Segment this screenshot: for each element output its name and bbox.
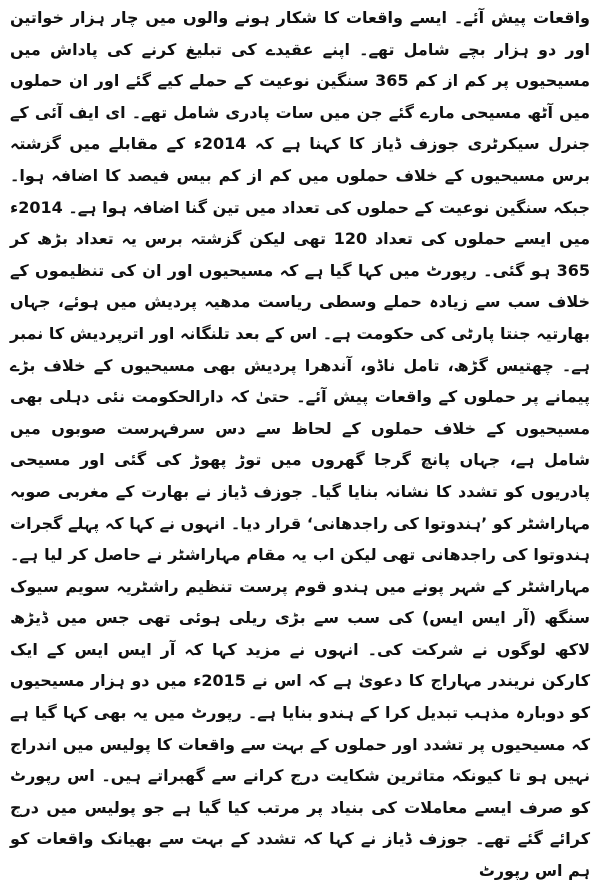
article-text: واقعات پیش آئے۔ ایسے واقعات کا شکار ہونے والوں میں چار ہزار خواتین اور دو ہزار بچے شامل تھے۔ اپنے عقیدے کی تبلیغ کرنے کی پاداش میں مسیحیوں پر کم از کم 365 سنگین نوعیت کے حملے کیے گئے اور ان حملوں میں آٹھ مسیحی مارے گئے جن میں سات پادری شامل تھے۔ ای ایف آئی کے جنرل سیکرٹری جوزف ڈیاز کا کہنا ہے کہ 2014ء کے مقابلے میں گزشتہ برس مسیحیوں کے خلاف حملوں میں کم از کم بیس فیصد کا اضافہ ہوا۔ جبکہ سنگین نوعیت کے حملوں کی تعداد میں تین گنا اضافہ ہوا ہے۔ 2014ء میں ایسے حملوں کی تعداد 120 تھی لیکن گزشتہ برس یہ تعداد بڑھ کر 365 ہو گئی۔ رپورٹ میں کہا گیا ہے کہ مسیحیوں اور ان کی تنظیموں کے خلاف سب سے زیادہ حملے وسطی ریاست مدھیہ پردیش میں ہوئے، جہاں بھارتیہ جنتا پارٹی کی حکومت ہے۔ اس کے بعد تلنگانہ اور اترپردیش کا نمبر ہے۔ چھتیس گڑھ، تامل ناڈو، آندھرا پردیش بھی مسیحیوں کے خلاف بڑے پیمانے پر حملوں کے واقعات پیش آئے۔ حتیٰ کہ دارالحکومت نئی دہلی بھی مسیحیوں کے خلاف حملوں کے لحاظ سے دس سرفہرست صوبوں میں شامل ہے، جہاں پانچ گرجا گھروں میں توڑ پھوڑ کی گئی اور مسیحی پادریوں کو تشدد کا نشانہ بنایا گیا۔ جوزف ڈیاز نے بھارت کے مغربی صوبہ مہاراشٹر کو ’ہندوتوا کی راجدھانی‘ قرار دیا۔ انہوں نے کہا کہ پہلے گجرات ہندوتوا کی راجدھانی تھی لیکن اب یہ مقام مہاراشٹر نے حاصل کر لیا ہے۔ مہاراشٹر کے شہر پونے میں ہندو قوم پرست تنظیم راشٹریہ سویم سیوک سنگھ (آر ایس ایس) کی سب سے بڑی ریلی ہوئی تھی جس میں ڈیڑھ لاکھ لوگوں نے شرکت کی۔ انہوں نے مزید کہا کہ آر ایس ایس کے ایک کارکن نریندر مہاراج کا دعویٰ ہے کہ اس نے 2015ء میں دو ہزار مسیحیوں کو دوبارہ مذہب تبدیل کرا کے ہندو بنایا ہے۔ رپورٹ میں یہ بھی کہا گیا ہے کہ مسیحیوں پر تشدد اور حملوں کے بہت سے واقعات کا پولیس میں اندراج نہیں ہو تا کیونکہ متاثرین شکایت درج کرانے سے گھبراتے ہیں۔ اس رپورٹ کو صرف ایسے معاملات کی بنیاد پر مرتب کیا گیا ہے جو پولیس میں درج کرائے گئے تھے۔ جوزف ڈیاز نے کہا کہ تشدد کے بہت سے بھیانک واقعات کو ہم اس رپورٹ — [10, 8, 591, 881]
